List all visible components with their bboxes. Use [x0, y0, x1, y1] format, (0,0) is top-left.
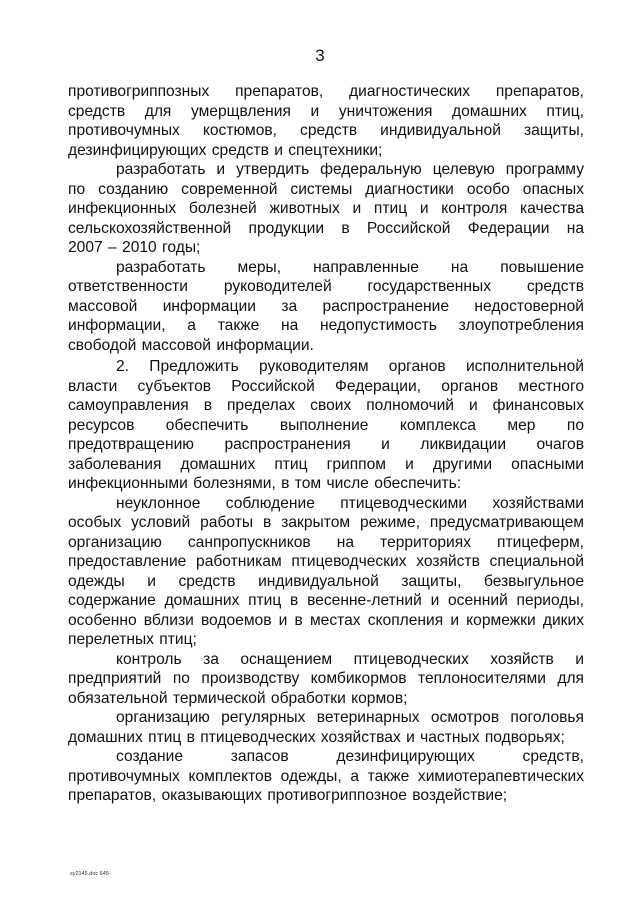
- text-line: одежды и средств индивидуальной защиты, безвыгульное: [68, 572, 584, 590]
- text-line: контроль за оснащением птицеводческих хозяйств и: [116, 650, 584, 668]
- text-line: содержание домашних птиц в весенне-летний и осенний периоды,: [68, 592, 584, 609]
- text-line: свободой массовой информации.: [68, 336, 314, 354]
- text-line: сельскохозяйственной продукции в Российской Федерации на: [68, 219, 584, 237]
- text-line: организацию санпропускников на территориях птицеферм,: [68, 533, 584, 551]
- text-line: противогриппозных препаратов, диагностических препаратов,: [68, 83, 584, 100]
- text-line: информации, а также на недопустимость злоупотребления: [68, 317, 584, 334]
- file-reference: sy2145.doc 645: [70, 871, 109, 877]
- text-line: разработать меры, направленные на повышение: [116, 258, 584, 276]
- text-line: домашних птиц в птицеводческих хозяйствах и частных подворьях;: [68, 728, 565, 746]
- text-line: 2007 – 2010 годы;: [68, 239, 201, 256]
- document-body: [68, 82, 584, 806]
- text-line: препаратов, оказывающих противогриппозное воздействие;: [68, 787, 508, 804]
- text-line: противочумных костюмов, средств индивидуальной защиты,: [68, 122, 584, 139]
- text-line: самоуправления в пределах своих полномочий и финансовых: [68, 397, 584, 414]
- text-line: неуклонное соблюдение птицеводческими хозяйствами: [116, 494, 584, 512]
- text-line: предоставление работникам птицеводческих хозяйств специальной: [68, 553, 584, 570]
- text-line: особых условий работы в закрытом режиме, предусматривающем: [68, 514, 584, 531]
- text-line: разработать и утвердить федеральную целевую программу: [116, 161, 584, 178]
- text-line: организацию регулярных ветеринарных осмотров поголовья: [116, 709, 584, 726]
- text-line: инфекционных болезней животных и птиц и контроля качества: [68, 200, 584, 217]
- text-line: заболевания домашних птиц гриппом и другими опасными: [68, 455, 584, 473]
- text-line: обязательной термической обработки кормов;: [68, 689, 408, 707]
- text-line: 2. Предложить руководителям органов исполнительной: [116, 358, 584, 375]
- text-line: предотвращению распространения и ликвидации очагов: [68, 436, 584, 453]
- page-number: 3: [315, 46, 325, 65]
- text-line: инфекционными болезнями, в том числе обеспечить:: [68, 475, 462, 492]
- text-line: массовой информации за распространение недостоверной: [68, 297, 584, 315]
- text-line: по созданию современной системы диагностики особо опасных: [68, 180, 584, 198]
- text-line: дезинфицирующих средств и спецтехники;: [68, 141, 383, 159]
- text-line: ресурсов обеспечить выполнение комплекса мер по: [68, 416, 584, 434]
- text-line: особенно вблизи водоемов и в местах скопления и кормежки диких: [68, 611, 584, 629]
- text-line: перелетных птиц;: [68, 631, 197, 648]
- text-line: предприятий по производству комбикормов теплоносителями для: [68, 670, 584, 687]
- text-line: противочумных комплектов одежды, а также химиотерапевтических: [68, 767, 584, 785]
- text-line: средств для умерщвления и уничтожения домашних птиц,: [68, 102, 584, 120]
- text-line: власти субъектов Российской Федерации, органов местного: [68, 377, 584, 395]
- text-line: ответственности руководителей государственных средств: [68, 278, 584, 295]
- text-line: создание запасов дезинфицирующих средств,: [116, 748, 584, 765]
